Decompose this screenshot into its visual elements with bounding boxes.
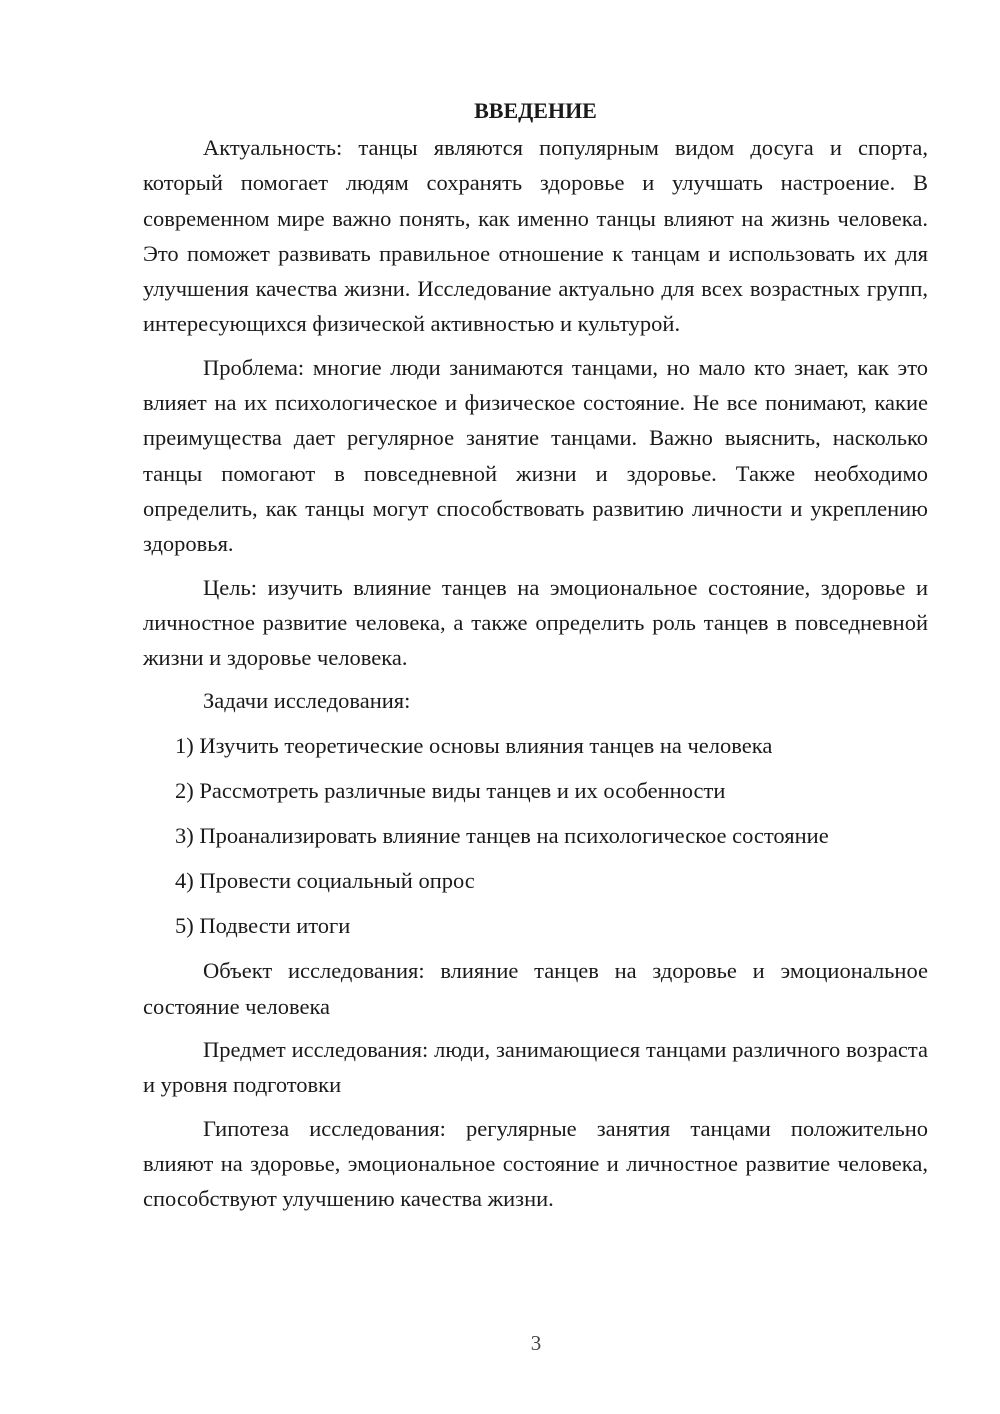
relevance-paragraph: Актуальность: танцы являются популярным видом досуга и спорта, который помогает людям сохранять здоровье и улучшать настроение. В современном мире важно понять, как именно танцы влияют на жизнь человека. Это поможет развивать правильное отношение к танцам и использовать их для улучшения качества жизни. Исследование актуально для всех возрастных групп, интересующихся физической активностью и культурой.: [143, 135, 928, 337]
hypothesis-paragraph: Гипотеза исследования: регулярные занятия танцами положительно влияют на здоровье, эмоциональное состояние и личностное развитие человека, способствуют улучшению качества жизни.: [143, 1115, 928, 1212]
task-item-4: 4) Провести социальный опрос: [175, 868, 475, 894]
page-number: 3: [530, 1331, 542, 1355]
task-item-1: 1) Изучить теоретические основы влияния танцев на человека: [175, 733, 773, 759]
page-title: ВВЕДЕНИЕ: [474, 98, 597, 123]
document-page: [143, 96, 928, 1225]
task-item-3: 3) Проанализировать влияние танцев на психологическое состояние: [175, 823, 829, 849]
task-list: [143, 728, 928, 943]
problem-paragraph: Проблема: многие люди занимаются танцами, но мало кто знает, как это влияет на их психологическое и физическое состояние. Не все понимают, какие преимущества дает регулярное занятие танцами. Важно выяснить, насколько танцы помогают в повседневной жизни и здоровье. Также необходимо определить, как танцы могут способствовать развитию личности и укреплению здоровья.: [143, 354, 928, 557]
task-item-2: 2) Рассмотреть различные виды танцев и их особенности: [175, 778, 726, 804]
goal-paragraph: Цель: изучить влияние танцев на эмоциональное состояние, здоровье и личностное развитие человека, а также определить роль танцев в повседневной жизни и здоровье человека.: [143, 574, 928, 671]
object-paragraph: Объект исследования: влияние танцев на здоровье и эмоциональное состояние человека: [143, 958, 928, 1019]
task-item-5: 5) Подвести итоги: [175, 913, 351, 939]
tasks-heading: Задачи исследования:: [203, 688, 411, 714]
subject-paragraph: Предмет исследования: люди, занимающиеся танцами различного возраста и уровня подготовки: [143, 1037, 928, 1098]
